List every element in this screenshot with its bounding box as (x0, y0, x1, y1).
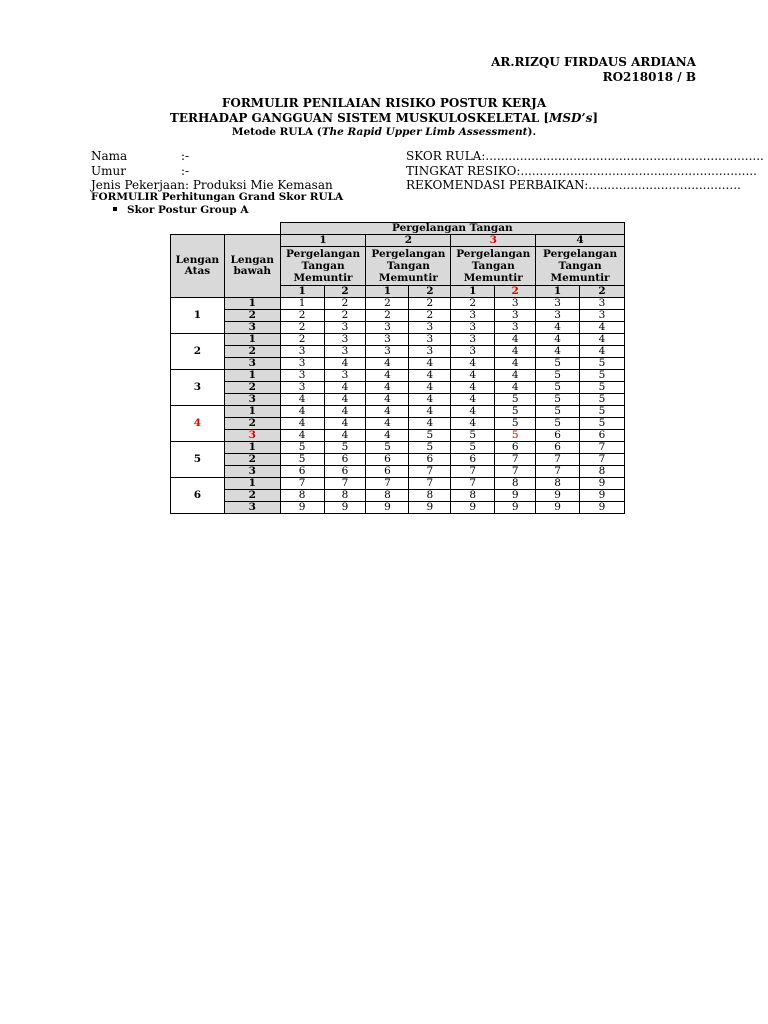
table-row (171, 346, 625, 358)
lower-arm-score: 1 (224, 406, 280, 418)
upper-arm-score: 1 (171, 298, 225, 334)
table-cell: 4 (409, 358, 451, 370)
table-cell: 8 (495, 478, 536, 490)
table-cell: 6 (324, 454, 366, 466)
table-cell: 4 (451, 370, 495, 382)
twist-label-line: Tangan (386, 260, 430, 272)
table-cell: 4 (324, 394, 366, 406)
table-cell: 4 (451, 394, 495, 406)
table-cell: 4 (409, 382, 451, 394)
table-row (171, 502, 625, 514)
table-row (171, 358, 625, 370)
table-cell: 1 (280, 298, 324, 310)
table-cell: 4 (580, 322, 625, 334)
table-cell: 8 (580, 466, 625, 478)
section-bullet (113, 204, 249, 216)
table-cell: 3 (536, 310, 580, 322)
table-cell: 9 (409, 502, 451, 514)
table-cell: 7 (366, 478, 409, 490)
table-row (171, 322, 625, 334)
twist-col-6: 2 (495, 286, 536, 298)
header-row-wrist-numbers (171, 235, 625, 247)
twist-label (451, 247, 536, 286)
table-cell: 4 (536, 322, 580, 334)
lower-arm-score: 2 (224, 490, 280, 502)
twist-label (536, 247, 625, 286)
score-fields (406, 149, 764, 193)
table-cell: 5 (536, 358, 580, 370)
table-cell: 3 (409, 334, 451, 346)
table-row (171, 418, 625, 430)
umur-row (91, 164, 333, 179)
table-cell: 4 (366, 370, 409, 382)
twist-label-line: Tangan (301, 260, 345, 272)
table-cell: 9 (280, 502, 324, 514)
table-cell: 3 (451, 334, 495, 346)
table-cell: 4 (324, 430, 366, 442)
table-cell: 4 (495, 370, 536, 382)
table-cell: 3 (324, 322, 366, 334)
upper-arm-score: 6 (171, 478, 225, 514)
table-cell: 4 (366, 430, 409, 442)
lower-arm-score: 1 (224, 442, 280, 454)
table-row (171, 310, 625, 322)
table-cell: 5 (580, 418, 625, 430)
table-cell: 2 (366, 310, 409, 322)
lower-arm-score: 2 (224, 418, 280, 430)
table-cell: 2 (280, 310, 324, 322)
table-cell: 5 (495, 406, 536, 418)
table-cell: 6 (366, 454, 409, 466)
upper-arm-score: 2 (171, 334, 225, 370)
section-heading: FORMULIR Perhitungan Grand Skor RULA (91, 191, 344, 203)
lower-arm-score: 2 (224, 346, 280, 358)
table-cell: 9 (495, 502, 536, 514)
lower-arm-header-line: bawah (233, 265, 272, 277)
table-cell: 4 (366, 382, 409, 394)
table-row (171, 430, 625, 442)
table-cell: 3 (451, 322, 495, 334)
table-cell: 5 (536, 406, 580, 418)
title-line2 (0, 111, 768, 126)
table-cell: 5 (409, 430, 451, 442)
table-cell: 4 (366, 358, 409, 370)
title-line3-main: Metode RULA ( (231, 126, 322, 138)
twist-col-5: 1 (451, 286, 495, 298)
bullet-square-icon (113, 207, 117, 211)
table-cell: 8 (451, 490, 495, 502)
table-cell: 4 (451, 382, 495, 394)
lower-arm-score: 2 (224, 310, 280, 322)
table-row (171, 370, 625, 382)
table-cell: 5 (280, 442, 324, 454)
table-cell: 5 (580, 394, 625, 406)
twist-label-line: Memuntir (463, 272, 523, 284)
nama-row (91, 149, 333, 164)
table-cell: 5 (536, 370, 580, 382)
table-cell: 5 (580, 370, 625, 382)
table-cell: 5 (451, 430, 495, 442)
table-body (171, 223, 625, 514)
table-cell: 8 (366, 490, 409, 502)
twist-label (280, 247, 366, 286)
table-cell: 3 (280, 346, 324, 358)
upper-arm-score: 4 (171, 406, 225, 442)
table-cell: 3 (495, 322, 536, 334)
tingkat-resiko: TINGKAT RESIKO:.............................................................. (406, 163, 757, 178)
table-cell: 4 (580, 346, 625, 358)
table-cell: 7 (409, 466, 451, 478)
table-cell: 4 (280, 430, 324, 442)
corner-blank (171, 223, 281, 235)
table-cell: 9 (536, 490, 580, 502)
header-lower-arm (224, 235, 280, 298)
table-cell: 5 (495, 430, 536, 442)
table-cell: 5 (495, 418, 536, 430)
twist-col-3: 1 (366, 286, 409, 298)
table-cell: 3 (366, 322, 409, 334)
author-id: RO218018 / B (602, 70, 696, 84)
table-cell: 4 (495, 382, 536, 394)
upper-arm-header-line: Lengan (175, 254, 220, 266)
table-cell: 5 (366, 442, 409, 454)
twist-label-line: Pergelangan (286, 248, 361, 260)
table-cell: 9 (580, 478, 625, 490)
table-cell: 6 (495, 442, 536, 454)
lower-arm-score: 1 (224, 478, 280, 490)
table-cell: 3 (580, 298, 625, 310)
table-row (171, 394, 625, 406)
table-cell: 9 (580, 490, 625, 502)
table-cell: 7 (536, 466, 580, 478)
table-cell: 5 (580, 358, 625, 370)
upper-arm-header-line: Atas (184, 265, 211, 277)
lower-arm-score: 3 (224, 466, 280, 478)
title-line3 (0, 125, 768, 140)
table-cell: 7 (451, 466, 495, 478)
table-cell: 4 (409, 418, 451, 430)
table-cell: 3 (366, 334, 409, 346)
table-cell: 6 (536, 430, 580, 442)
table-cell: 9 (495, 490, 536, 502)
table-cell: 2 (451, 298, 495, 310)
table-cell: 4 (280, 406, 324, 418)
table-row (171, 478, 625, 490)
header-row-wrist (171, 223, 625, 235)
table-cell: 7 (409, 478, 451, 490)
bullet-label: Skor Postur Group A (127, 204, 249, 216)
table-cell: 2 (409, 310, 451, 322)
table-cell: 6 (409, 454, 451, 466)
lower-arm-score: 1 (224, 370, 280, 382)
table-cell: 3 (409, 322, 451, 334)
twist-label-line: Memuntir (378, 272, 438, 284)
table-cell: 4 (409, 406, 451, 418)
twist-label-line: Pergelangan (371, 248, 446, 260)
table-cell: 8 (536, 478, 580, 490)
lower-arm-score: 3 (224, 502, 280, 514)
table-cell: 3 (324, 370, 366, 382)
lower-arm-score: 3 (224, 358, 280, 370)
title-line3-italic: The Rapid Upper Limb Assessment (321, 126, 528, 138)
table-cell: 5 (451, 442, 495, 454)
table-cell: 6 (324, 466, 366, 478)
wrist-col-4: 4 (536, 235, 625, 247)
table-cell: 2 (324, 298, 366, 310)
twist-label-line: Memuntir (293, 272, 353, 284)
table-cell: 7 (324, 478, 366, 490)
table-row (171, 298, 625, 310)
table-cell: 7 (536, 454, 580, 466)
table-cell: 5 (536, 382, 580, 394)
table-cell: 9 (324, 502, 366, 514)
table-cell: 2 (324, 310, 366, 322)
table-cell: 4 (324, 358, 366, 370)
table-cell: 3 (536, 298, 580, 310)
table-cell: 7 (280, 478, 324, 490)
upper-arm-score: 3 (171, 370, 225, 406)
table-cell: 7 (451, 478, 495, 490)
table-cell: 3 (280, 370, 324, 382)
twist-col-8: 2 (580, 286, 625, 298)
table-cell: 4 (451, 406, 495, 418)
table-cell: 4 (580, 334, 625, 346)
table-cell: 5 (580, 382, 625, 394)
table-cell: 4 (366, 418, 409, 430)
table-cell: 5 (409, 442, 451, 454)
table-cell: 4 (495, 346, 536, 358)
table-cell: 4 (536, 346, 580, 358)
table-row (171, 442, 625, 454)
author-block (491, 55, 696, 85)
twist-label-line: Tangan (558, 260, 602, 272)
table-cell: 3 (324, 334, 366, 346)
table-cell: 4 (324, 382, 366, 394)
twist-label-line: Pergelangan (543, 248, 618, 260)
table-cell: 7 (580, 442, 625, 454)
table-cell: 5 (324, 442, 366, 454)
title-line2-italic: MSD’s (549, 110, 593, 125)
lower-arm-score: 1 (224, 298, 280, 310)
lower-arm-score: 1 (224, 334, 280, 346)
umur-label: Umur (91, 163, 126, 178)
table-cell: 3 (366, 346, 409, 358)
table-cell: 3 (451, 310, 495, 322)
table-cell: 3 (280, 358, 324, 370)
twist-label-line: Pergelangan (456, 248, 531, 260)
table-cell: 5 (536, 418, 580, 430)
table-cell: 3 (495, 298, 536, 310)
table-row (171, 406, 625, 418)
umur-value: :- (181, 163, 190, 178)
twist-col-1: 1 (280, 286, 324, 298)
twist-col-7: 1 (536, 286, 580, 298)
table-cell: 9 (451, 502, 495, 514)
table-cell: 3 (451, 346, 495, 358)
table-cell: 4 (451, 418, 495, 430)
table-row (171, 466, 625, 478)
table-cell: 4 (495, 334, 536, 346)
wrist-col-3: 3 (451, 235, 536, 247)
table-cell: 2 (280, 334, 324, 346)
lower-arm-score: 3 (224, 394, 280, 406)
table-cell: 4 (324, 406, 366, 418)
lower-arm-score: 2 (224, 382, 280, 394)
table-row (171, 490, 625, 502)
table-cell: 7 (580, 454, 625, 466)
twist-label (366, 247, 451, 286)
table-cell: 3 (580, 310, 625, 322)
table-cell: 4 (366, 406, 409, 418)
title-line2-main: TERHADAP GANGGUAN SISTEM MUSKULOSKELETAL [ (169, 110, 550, 125)
table-cell: 4 (324, 418, 366, 430)
table-cell: 2 (280, 322, 324, 334)
table-cell: 5 (280, 454, 324, 466)
nama-label: Nama (91, 149, 128, 163)
rekomendasi-perbaikan: REKOMENDASI PERBAIKAN:........................................ (406, 178, 741, 192)
table-cell: 2 (409, 298, 451, 310)
wrist-col-2: 2 (366, 235, 451, 247)
table-cell: 5 (580, 406, 625, 418)
table-cell: 4 (536, 334, 580, 346)
table-cell: 3 (495, 310, 536, 322)
table-cell: 9 (580, 502, 625, 514)
table-row (171, 334, 625, 346)
skor-rula: SKOR RULA:......................................................................... (406, 149, 764, 163)
table-row (171, 382, 625, 394)
table-cell: 4 (409, 394, 451, 406)
upper-arm-score: 5 (171, 442, 225, 478)
table-cell: 4 (451, 358, 495, 370)
table-cell: 5 (495, 394, 536, 406)
wrist-col-1: 1 (280, 235, 366, 247)
table-cell: 4 (366, 394, 409, 406)
lower-arm-score: 3 (224, 322, 280, 334)
table-cell: 6 (280, 466, 324, 478)
title-block (0, 96, 768, 140)
nama-value: :- (181, 149, 190, 163)
table-cell: 3 (280, 382, 324, 394)
table-row (171, 454, 625, 466)
table-cell: 8 (409, 490, 451, 502)
header-wrist: Pergelangan Tangan (280, 223, 624, 235)
lower-arm-score: 3 (224, 430, 280, 442)
table-cell: 6 (451, 454, 495, 466)
table-cell: 2 (366, 298, 409, 310)
table-cell: 6 (366, 466, 409, 478)
identity-fields (91, 149, 333, 193)
table-cell: 4 (495, 358, 536, 370)
title-line1: FORMULIR PENILAIAN RISIKO POSTUR KERJA (221, 96, 547, 110)
lower-arm-header-line: Lengan (230, 254, 274, 266)
table-cell: 4 (280, 418, 324, 430)
jenis-label: Jenis Pekerjaan: (91, 178, 189, 192)
twist-col-2: 2 (324, 286, 366, 298)
title-line2-end: ] (592, 110, 599, 125)
table-cell: 8 (324, 490, 366, 502)
title-line3-end: ). (527, 126, 537, 138)
table-cell: 4 (280, 394, 324, 406)
table-cell: 8 (280, 490, 324, 502)
table-cell: 3 (409, 346, 451, 358)
author-name: AR.RIZQU FIRDAUS ARDIANA (491, 55, 696, 69)
twist-label-line: Tangan (471, 260, 515, 272)
lower-arm-score: 2 (224, 454, 280, 466)
table-cell: 6 (580, 430, 625, 442)
rula-group-a-table (170, 222, 625, 514)
table-cell: 9 (366, 502, 409, 514)
table-cell: 6 (536, 442, 580, 454)
table-cell: 3 (324, 346, 366, 358)
table-cell: 5 (536, 394, 580, 406)
twist-col-4: 2 (409, 286, 451, 298)
table-cell: 7 (495, 454, 536, 466)
table-cell: 7 (495, 466, 536, 478)
jenis-value: Produksi Mie Kemasan (192, 178, 333, 192)
table-cell: 9 (536, 502, 580, 514)
twist-label-line: Memuntir (550, 272, 610, 284)
header-upper-arm (171, 235, 225, 298)
table-cell: 4 (409, 370, 451, 382)
